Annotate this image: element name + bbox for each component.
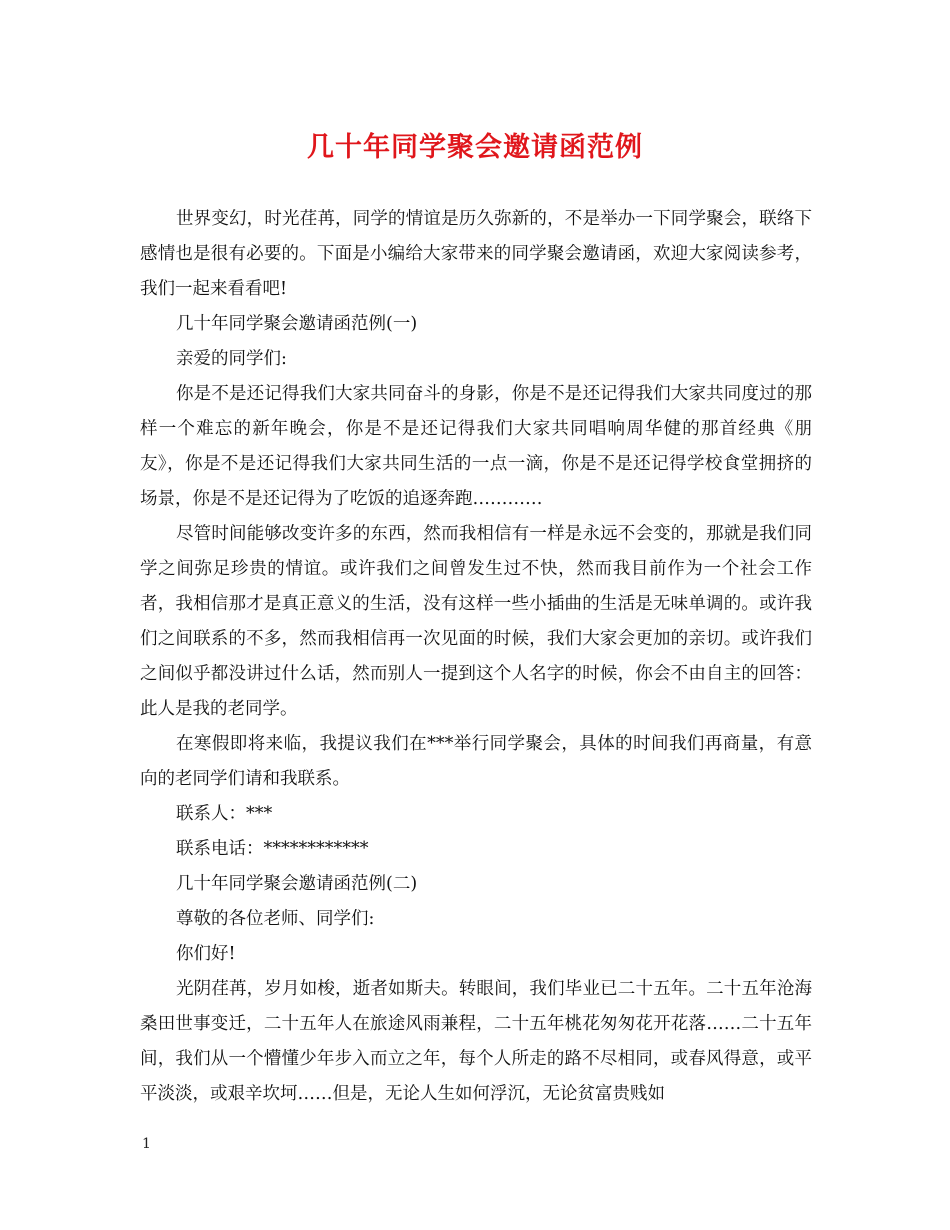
document-body bbox=[140, 202, 812, 1112]
salutation-one: 亲爱的同学们: bbox=[176, 349, 287, 369]
section-heading-two: 几十年同学聚会邀请函范例(二) bbox=[176, 874, 418, 894]
section-heading-one: 几十年同学聚会邀请函范例(一) bbox=[176, 314, 418, 334]
body-paragraph: 光阴荏苒，岁月如梭，逝者如斯夫。转眼间，我们毕业已二十五年。二十五年沧海桑田世事变迁，二十五年人在旅途风雨兼程，二十五年桃花匆匆花开花落……二十五年间，我们从一个懵懂少年步入而立之年，每个人所走的路不尽相同，或春风得意，或平平淡淡，或艰辛坎坷……但是，无论人生如何浮沉，无论贫富贵贱如 bbox=[140, 979, 812, 1104]
page-number: 1 bbox=[142, 1136, 151, 1152]
salutation-two: 尊敬的各位老师、同学们: bbox=[176, 909, 375, 929]
contact-phone: 联系电话：************ bbox=[176, 839, 369, 859]
greeting: 你们好! bbox=[176, 944, 236, 964]
body-paragraph: 在寒假即将来临，我提议我们在***举行同学聚会，具体的时间我们再商量，有意向的老同学们请和我联系。 bbox=[140, 734, 812, 789]
page-title: 几十年同学聚会邀请函范例 bbox=[307, 132, 643, 163]
contact-person: 联系人：*** bbox=[176, 804, 273, 824]
body-paragraph: 你是不是还记得我们大家共同奋斗的身影，你是不是还记得我们大家共同度过的那样一个难忘的新年晚会，你是不是还记得我们大家共同唱响周华健的那首经典《朋友》，你是不是还记得我们大家共同生活的一点一滴，你是不是还记得学校食堂拥挤的场景，你是不是还记得为了吃饭的追逐奔跑………… bbox=[140, 384, 812, 509]
intro-paragraph: 世界变幻，时光荏苒，同学的情谊是历久弥新的，不是举办一下同学聚会，联络下感情也是很有必要的。下面是小编给大家带来的同学聚会邀请函，欢迎大家阅读参考，我们一起来看看吧! bbox=[140, 209, 812, 299]
body-paragraph: 尽管时间能够改变许多的东西，然而我相信有一样是永远不会变的，那就是我们同学之间弥足珍贵的情谊。或许我们之间曾发生过不快，然而我目前作为一个社会工作者，我相信那才是真正意义的生活，没有这样一些小插曲的生活是无味单调的。或许我们之间联系的不多，然而我相信再一次见面的时候，我们大家会更加的亲切。或许我们之间似乎都没讲过什么话，然而别人一提到这个人名字的时候，你会不由自主的回答：此人是我的老同学。 bbox=[140, 524, 812, 719]
